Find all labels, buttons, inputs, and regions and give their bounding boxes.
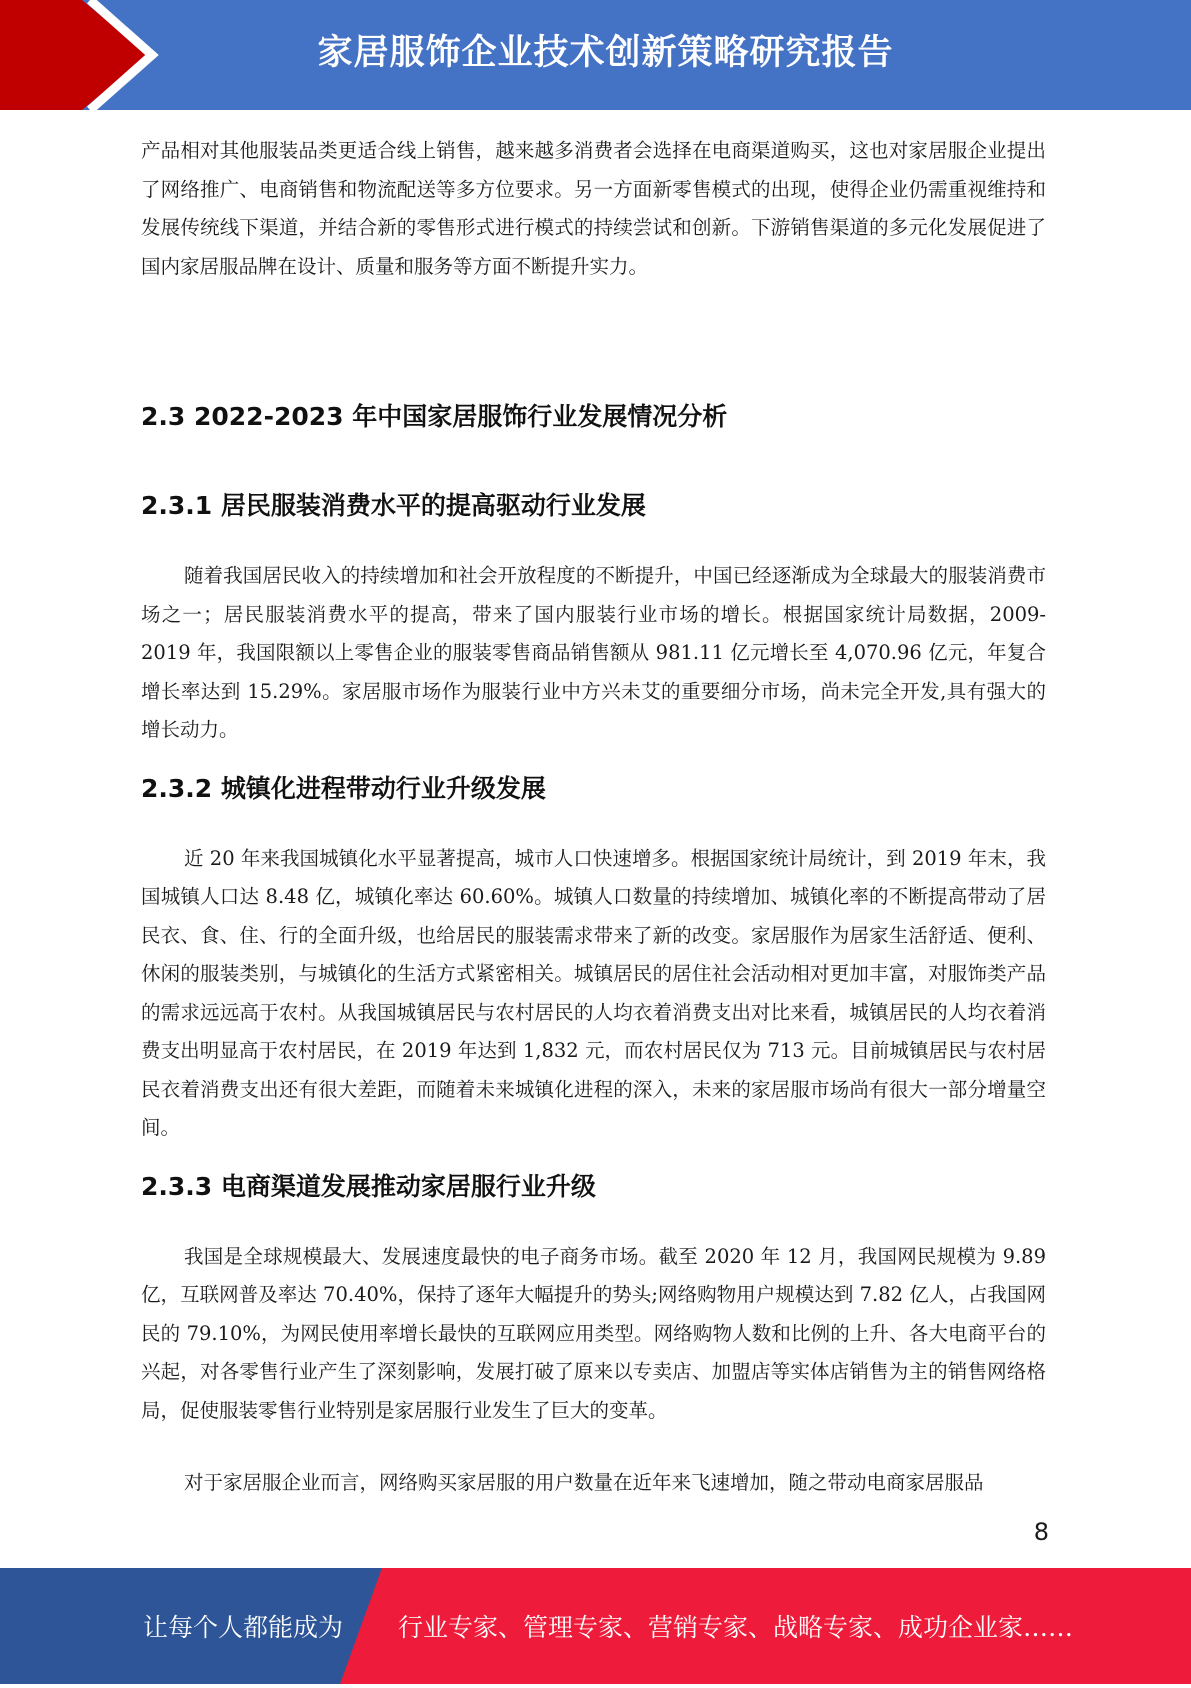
subsection-heading-2-3-2: 2.3.2 城镇化进程带动行业升级发展 bbox=[141, 773, 546, 803]
page-content bbox=[141, 132, 1046, 1503]
footer-slogan-left: 让每个人都能成为 bbox=[143, 1613, 344, 1642]
section-heading: 2.3 2022-2023 年中国家居服饰行业发展情况分析 bbox=[141, 402, 728, 431]
page-footer bbox=[0, 1568, 1191, 1684]
header-arrow-decoration bbox=[0, 0, 200, 110]
intro-paragraph: 产品相对其他服装品类更适合线上销售，越来越多消费者会选择在电商渠道购买，这也对家居服企业提出了网络推广、电商销售和物流配送等多方位要求。另一方面新零售模式的出现，使得企业仍需重视维持和发展传统线下渠道，并结合新的零售形式进行模式的持续尝试和创新。下游销售渠道的多元化发展促进了国内家居服品牌在设计、质量和服务等方面不断提升实力。 bbox=[141, 139, 1046, 278]
paragraph: 近 20 年来我国城镇化水平显著提高，城市人口快速增多。根据国家统计局统计，到 2019 年末，我国城镇人口达 8.48 亿，城镇化率达 60.60%。城镇人口数量的持续增加、城镇化率的不断提高带动了居民衣、食、住、行的全面升级，也给居民的服装需求带来了新的改变。家居服作为居家生活舒适、便利、休闲的服装类别，与城镇化的生活方式紧密相关。城镇居民的居住社会活动相对更加丰富，对服饰类产品的需求远远高于农村。从我国城镇居民与农村居民的人均衣着消费支出对比来看，城镇居民的人均衣着消费支出明显高于农村居民，在 2019 年达到 1,832 元，而农村居民仅为 713 元。目前城镇居民与农村居民衣着消费支出还有很大差距，而随着未来城镇化进程的深入，未来的家居服市场尚有很大一部分增量空间。 bbox=[141, 846, 1046, 1139]
paragraph: 随着我国居民收入的持续增加和社会开放程度的不断提升，中国已经逐渐成为全球最大的服装消费市场之一；居民服装消费水平的提高，带来了国内服装行业市场的增长。根据国家统计局数据，2009-2019 年，我国限额以上零售企业的服装零售商品销售额从 981.11 亿元增长至 4,070.96 亿元，年复合增长率达到 15.29%。家居服市场作为服装行业中方兴未艾的重要细分市场，尚未完全开发,具有强大的增长动力。 bbox=[141, 564, 1046, 741]
page-number: 8 bbox=[1033, 1518, 1049, 1546]
paragraph: 对于家居服企业而言，网络购买家居服的用户数量在近年来飞速增加，随之带动电商家居服品 bbox=[184, 1471, 984, 1494]
subsection-heading-2-3-3: 2.3.3 电商渠道发展推动家居服行业升级 bbox=[141, 1171, 596, 1201]
paragraph: 我国是全球规模最大、发展速度最快的电子商务市场。截至 2020 年 12 月，我国网民规模为 9.89 亿，互联网普及率达 70.40%，保持了逐年大幅提升的势头;网络购物用户规模达到 7.82 亿人，占我国网民的 79.10%，为网民使用率增长最快的互联网应用类型。网络购物人数和比例的上升、各大电商平台的兴起，对各零售行业产生了深刻影响，发展打破了原来以专卖店、加盟店等实体店销售为主的销售网络格局，促使服装零售行业特别是家居服行业发生了巨大的变革。 bbox=[141, 1244, 1046, 1422]
footer-slogan-right: 行业专家、管理专家、营销专家、战略专家、成功企业家…… bbox=[398, 1613, 1074, 1642]
subsection-heading-2-3-1: 2.3.1 居民服装消费水平的提高驱动行业发展 bbox=[141, 491, 646, 520]
report-title: 家居服饰企业技术创新策略研究报告 bbox=[317, 33, 894, 73]
page-header bbox=[0, 0, 1191, 110]
